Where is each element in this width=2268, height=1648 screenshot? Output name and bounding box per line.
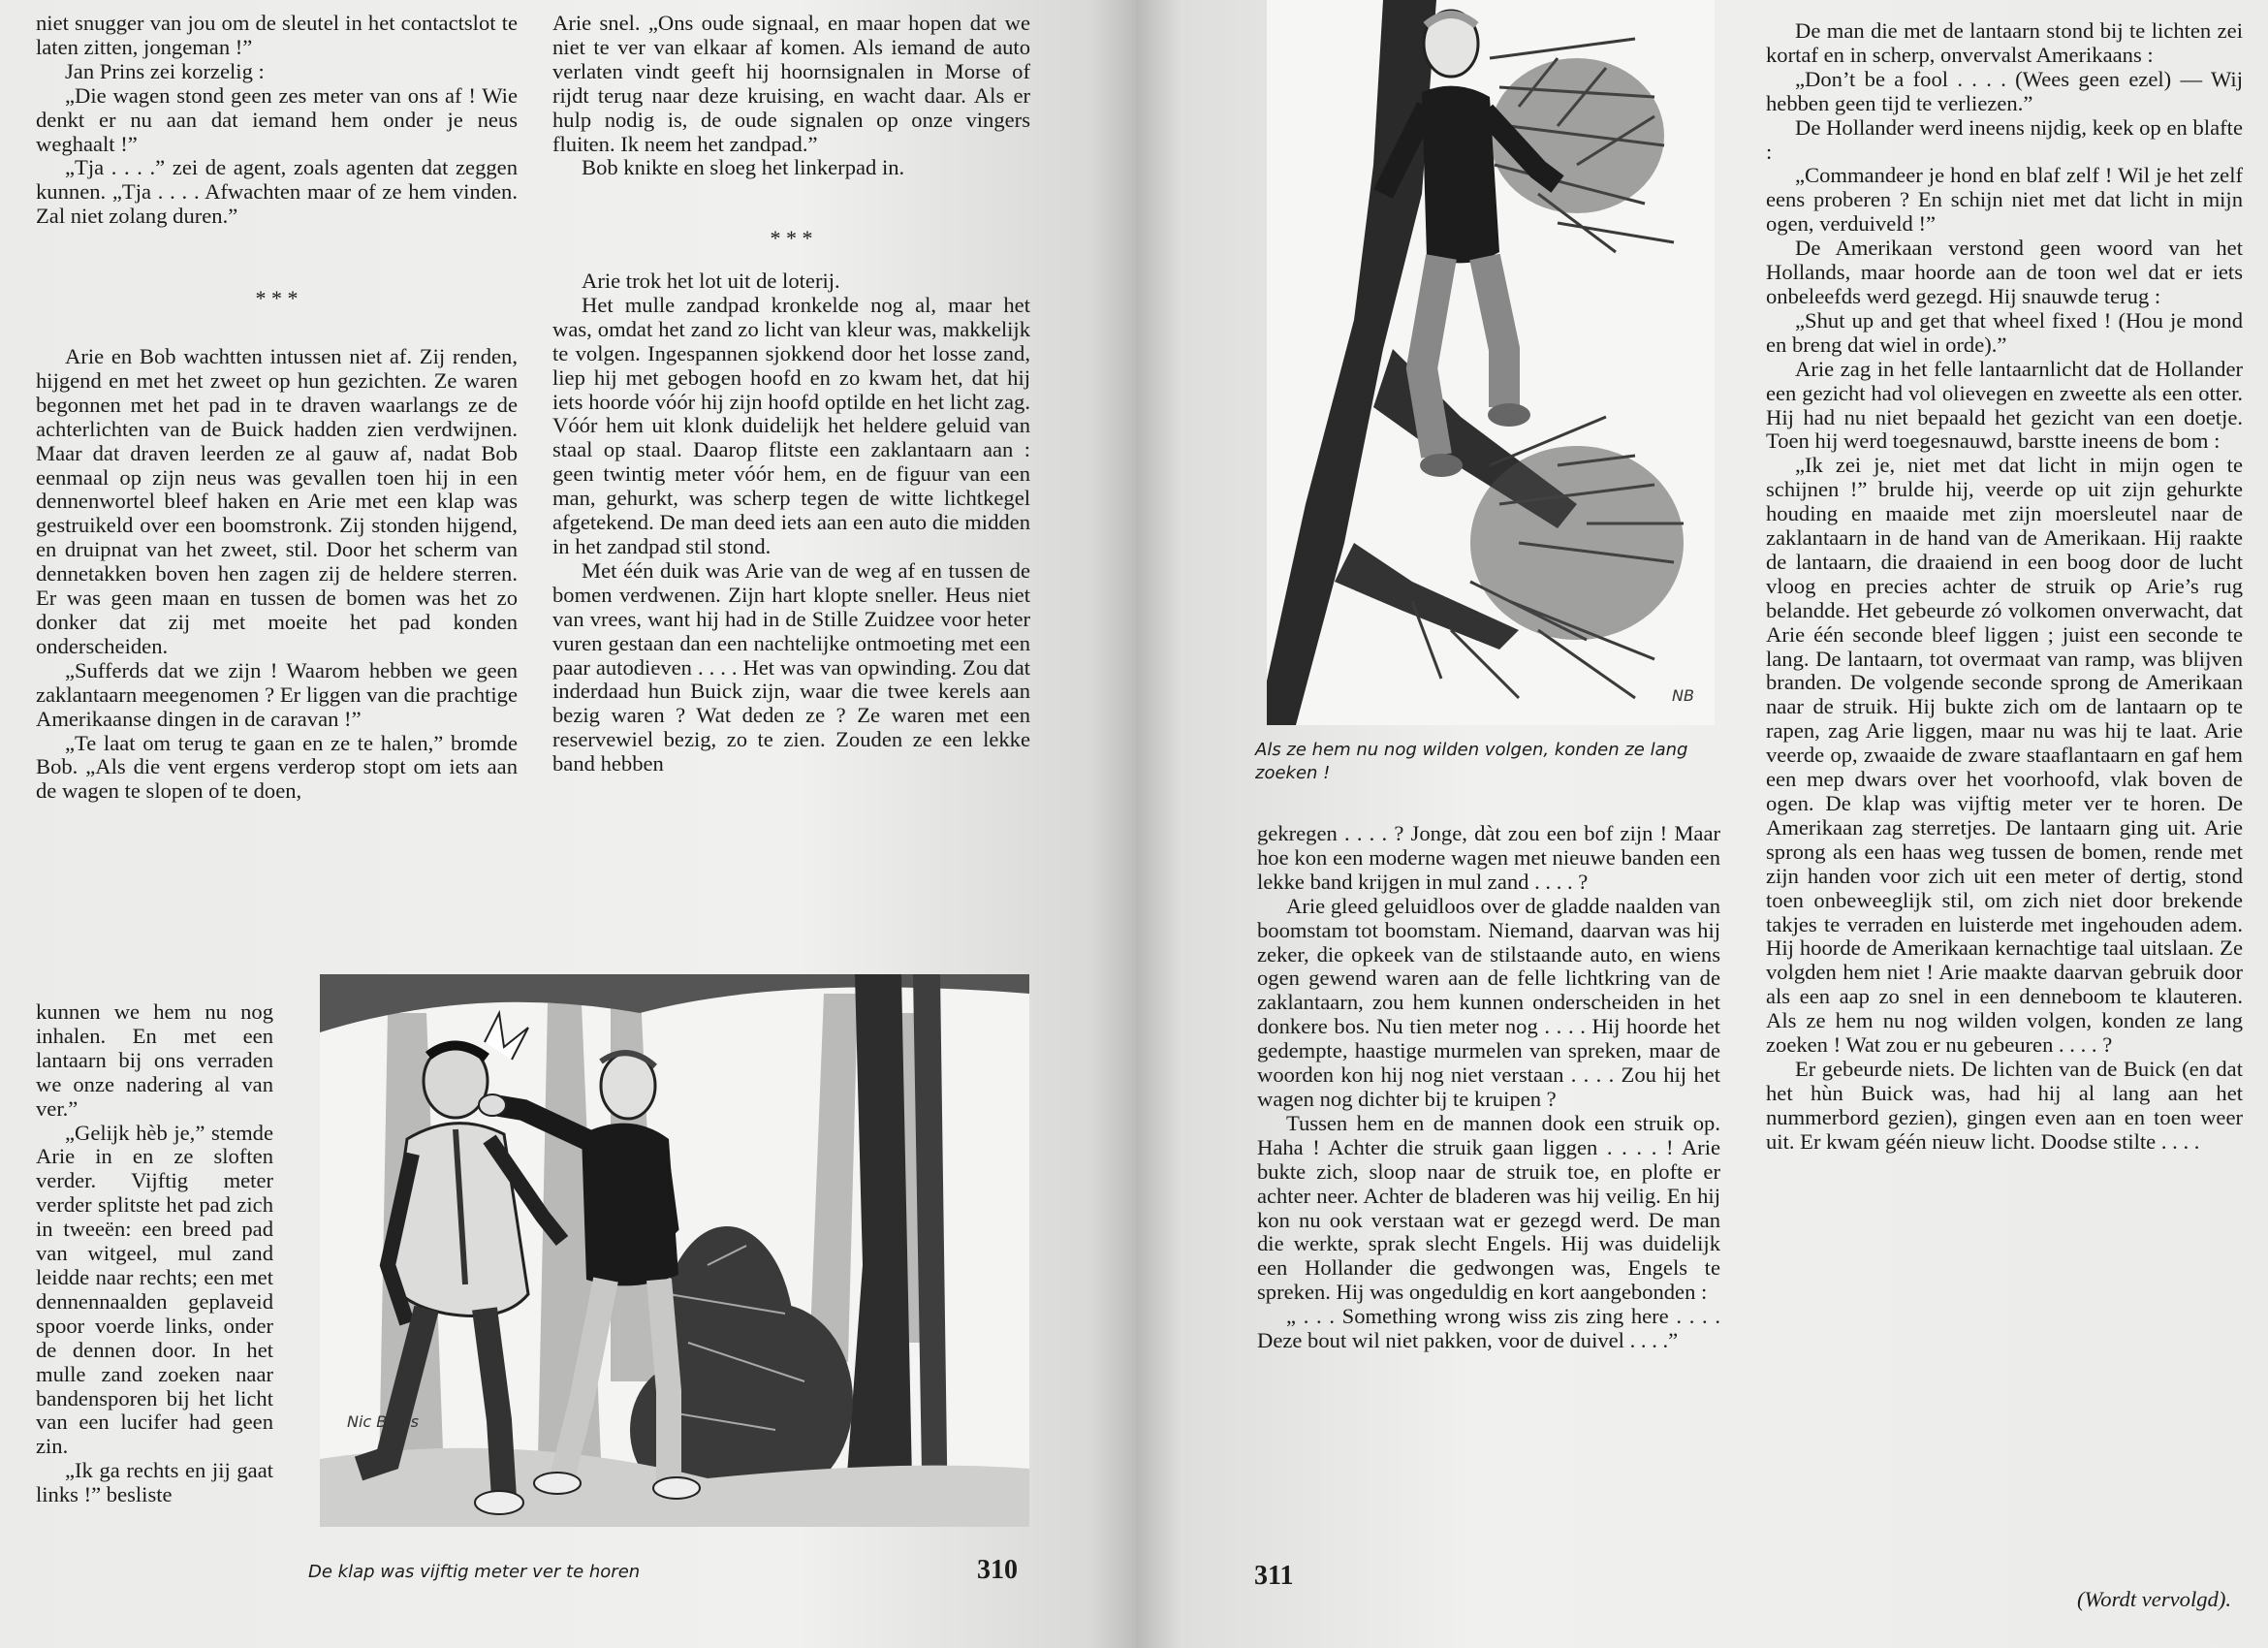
- fight-drawing: [320, 974, 1029, 1527]
- right-column-2: [1766, 19, 2243, 1155]
- paragraph: „Te laat om terug te gaan en ze te halen,” bromde Bob. „Als die vent ergens verderop stopt om iets aan de wagen te slopen of te doen,: [36, 730, 518, 804]
- paragraph: Er gebeurde niets. De lichten van de Buick (en dat het hùn Buick was, had hij al lang aan het nummerbord gezien), gingen even aan en toen weer uit. Er kwam géén nieuw licht. Doodse stilte . . . .: [1766, 1056, 2243, 1154]
- left-illustration-caption: De klap was vijftig meter ver te horen: [308, 1562, 641, 1582]
- illustrator-signature: Nic Blans: [347, 1412, 419, 1431]
- paragraph: Tussen hem en de mannen dook een struik op. Haha ! Achter die struik gaan liggen . . . . ! Arie bukte zich, sloop naar de struik toe, en plofte er achter neer. Achter de bladeren was hij veilig. En hij kon nu ook verstaan wat er gezegd werd. De man die werkte, sprak slecht Engels. Hij was duidelijk een Hollander die gedwongen was, Engels te spreken. Hij was ongeduldig en kort aangebonden :: [1257, 1110, 1720, 1305]
- paragraph: Bob knikte en sloeg het linkerpad in.: [582, 155, 905, 180]
- left-column-1-top: [36, 12, 518, 229]
- paragraph: Jan Prins zei korzelig :: [65, 58, 265, 83]
- paragraph: „Commandeer je hond en blaf zelf ! Wil je het zelf eens proberen ? En schijn niet met dat licht in mijn ogen, verduiveld !”: [1766, 163, 2243, 237]
- left-column-2-bottom: [552, 269, 1030, 776]
- paragraph: „Don’t be a fool . . . . (Wees geen ezel) — Wij hebben geen tijd te verliezen.”: [1766, 66, 2243, 115]
- tree-climber-illustration: [1267, 0, 1715, 725]
- to-be-continued: (Wordt vervolgd).: [2077, 1587, 2231, 1611]
- paragraph: „Gelijk hèb je,” stemde Arie in en ze sloften verder. Vijftig meter verder splitste het pad zich in tweeën: een breed pad van witgeel, mul zand leidde naar rechts; een met dennennaalden geplaveid spoor voerde links, onder de dennen door. In het mulle zand zoeken naar bandensporen bij het licht van een lucifer had geen zin.: [36, 1120, 273, 1459]
- right-illustration-caption: Als ze hem nu nog wilden volgen, konden ze lang zoeken !: [1255, 740, 1688, 783]
- right-column-1: [1257, 822, 1720, 1353]
- right-illustrator-signature: NB: [1672, 686, 1694, 705]
- paragraph: gekregen . . . . ? Jonge, dàt zou een bof zijn ! Maar hoe kon een moderne wagen met nieuwe banden een lekke band krijgen in mul zand . . . . ?: [1257, 821, 1720, 894]
- paragraph: Arie snel. „Ons oude signaal, en maar hopen dat we niet te ver van elkaar af komen. Als iemand de auto verlaten vindt geeft hij hoornsignalen in Morse of rijdt terug naar deze kruising, en wacht daar. Als er hulp nodig is, de oude signalen op onze vingers fluiten. Ik neem het zandpad.”: [552, 11, 1030, 156]
- paragraph: Arie trok het lot uit de loterij.: [582, 269, 840, 293]
- left-column-1-middle: [36, 345, 518, 804]
- paragraph: „Ik zei je, niet met dat licht in mijn ogen te schijnen !” brulde hij, veerde op uit zijn gehurkte houding en maaide met zijn moersleutel naar de zaklantaarn in de hand van de Amerikaan. Hij raakte de lantaarn, die draaiend in een boog door de lucht vloog en precies achter de struik op Arie’s rug belandde. Het gebeurde zó volkomen onverwacht, dat Arie één seconde bleef liggen ; juist een seconde te lang. De lantaarn, tot overmaat van ramp, was blijven branden. De volgende seconde sprong de Amerikaan naar de struik. Hij bukte zich om de lantaarn op te rapen, zag Arie liggen, maar nu was hij te laat. Arie veerde op, zwaaide de zware staaflantaarn en gaf hem een mep dwars over het voorhoofd, vlak boven de ogen. De klap was vijftig meter ver te horen. De Amerikaan zag sterretjes. De lantaarn ging uit. Arie sprong als een haas weg tussen de bomen, rende met zijn handen voor zich uit een meter of dertig, stond toen onbeweeglijk stil, om zich niet door brekende takjes te verraden en luisterde met ingehouden adem. Hij hoorde de Amerikaan kernachtige taal uitslaan. Ze volgden hem niet ! Arie maakte daarvan gebruik door als een aap zo snel in een denneboom te klauteren. Als ze hem nu nog wilden volgen, konden ze lang zoeken ! Wat zou er nu gebeuren . . . . ?: [1766, 453, 2243, 1058]
- tree-climber-drawing: [1267, 0, 1715, 725]
- paragraph: Het mulle zandpad kronkelde nog al, maar het was, omdat het zand zo licht van kleur was, makkelijk te volgen. Ingespannen sjokkend door het losse zand, liep hij met gebogen hoofd en zo kwam het, dat hij iets hoorde vóór hij zijn hoofd optilde en het licht zag. Vóór hem uit klonk duidelijk het heldere geluid van staal op staal. Daarop flitste een zaklantaarn aan : geen twintig meter vóór hem, en de figuur van een man, gehurkt, was scherp tegen de witte lichtkegel afgetekend. De man deed iets aan een auto die midden in het zandpad stil stond.: [552, 292, 1030, 558]
- paragraph: „Tja . . . .” zei de agent, zoals agenten dat zeggen kunnen. „Tja . . . . Afwachten maar of ze hem vinden. Zal niet zolang duren.”: [36, 155, 518, 229]
- left-column-2-top: [552, 12, 1030, 180]
- page-number-right: 311: [1254, 1561, 1294, 1591]
- section-break-stars-2: * * *: [770, 226, 813, 250]
- paragraph: De Hollander werd ineens nijdig, keek op en blafte :: [1766, 114, 2243, 164]
- right-page: [1136, 0, 2268, 1648]
- paragraph: „Sufferds dat we zijn ! Waarom hebben we geen zaklantaarn meegenomen ? Er liggen van die prachtige Amerikaanse dingen in de caravan !”: [36, 657, 518, 731]
- paragraph: Arie en Bob wachtten intussen niet af. Zij renden, hijgend en met het zweet op hun gezichten. Ze waren begonnen met het pad in te draven waarlangs ze de achterlichten van de Buick hadden zien verdwijnen. Maar dat draven leerden ze al gauw af, nadat Bob eenmaal op zijn neus was gevallen toen hij in een dennenwortel bleef haken en Arie met een klap was gestruikeld over een boomstronk. Zij stonden hijgend, en druipnat van het zweet, stil. Door het scherm van dennetakken boven hen zagen zij de heldere sterren. Er was geen maan en tussen de bomen was het zo donker dat zij met moeite het pad konden onderscheiden.: [36, 344, 518, 658]
- section-break-stars: * * *: [255, 286, 299, 310]
- paragraph: „Shut up and get that wheel fixed ! (Hou je mond en breng dat wiel in orde).”: [1766, 307, 2243, 357]
- paragraph: „ . . . Something wrong wiss zis zing here . . . . Deze bout wil niet pakken, voor de duivel . . . .”: [1257, 1304, 1720, 1353]
- paragraph: niet snugger van jou om de sleutel in het contactslot te laten zitten, jongeman !”: [36, 11, 518, 59]
- paragraph: kunnen we hem nu nog inhalen. En met een lantaarn bij ons verraden we onze nadering al van ver.”: [36, 999, 273, 1121]
- to-be-continued-block: [1766, 1588, 2231, 1612]
- page-number-left: 310: [977, 1555, 1018, 1585]
- paragraph: Arie gleed geluidloos over de gladde naalden van boomstam tot boomstam. Niemand, daarvan was hij zeker, die opkeek van de stilstaande auto, en wiens ogen gewend waren aan de felle lichtkring van de zaklantaarn, zou hem kunnen onderscheiden in het donkere bos. Nu tien meter nog . . . . Hij hoorde het gedempte, haastige murmelen van spreken, maar de woorden kon hij nog niet verstaan . . . . Zou hij het wagen nog dichter bij te kruipen ?: [1257, 893, 1720, 1111]
- paragraph: De man die met de lantaarn stond bij te lichten zei kortaf en in scherp, onvervalst Amerikaans :: [1766, 18, 2243, 67]
- paragraph: Arie zag in het felle lantaarnlicht dat de Hollander een gezicht had vol olievegen en zweette als een otter. Hij had nu niet bepaald het gezicht van een doetje. Toen hij werd toegesnauwd, barstte ineens de bom :: [1766, 356, 2243, 454]
- paragraph: Met één duik was Arie van de weg af en tussen de bomen verdwenen. Zijn hart klopte sneller. Heus niet van vrees, want hij had in de Stille Zuidzee voor heter vuren gestaan dan een nachtelijke ontmoeting met een paar autodieven . . . . Het was van opwinding. Zou dat inderdaad hun Buick zijn, waar die twee kerels aan bezig waren ? Wat deden ze ? Ze waren met een reservewiel bezig, zo te zien. Zouden ze een lekke band hebben: [552, 557, 1030, 776]
- paragraph: „Die wagen stond geen zes meter van ons af ! Wie denkt er nu aan dat iemand hem onder je neus weghaalt !”: [36, 82, 518, 156]
- paragraph: „Ik ga rechts en jij gaat links !” besliste: [36, 1458, 273, 1507]
- paragraph: De Amerikaan verstond geen woord van het Hollands, maar hoorde aan de toon wel dat er iets onbeleefds werd gezegd. Hij snauwde terug :: [1766, 236, 2243, 308]
- left-column-1-narrow: [36, 1000, 273, 1507]
- fight-illustration: [320, 974, 1029, 1527]
